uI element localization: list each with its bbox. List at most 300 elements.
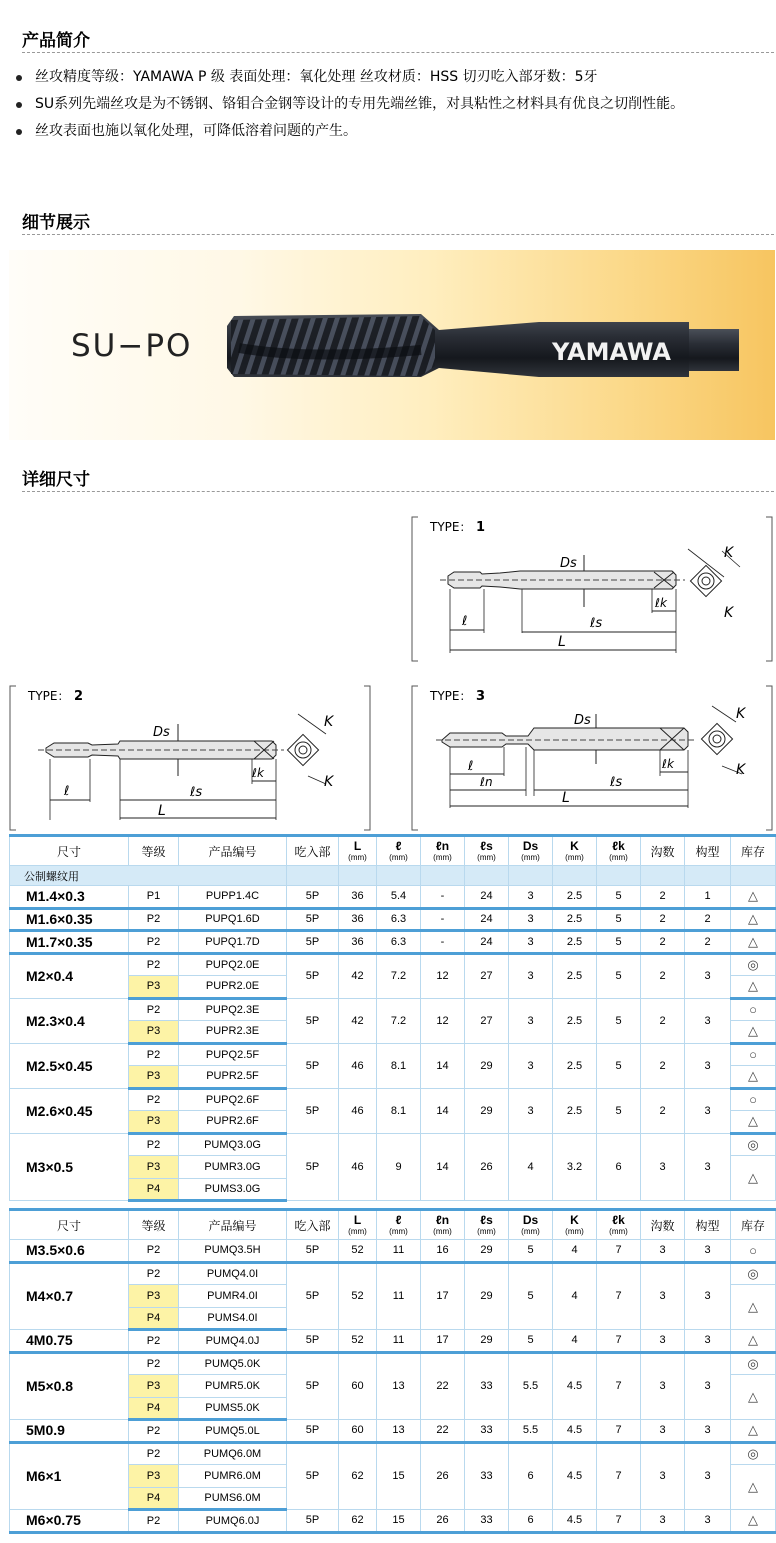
size-cell: M5×0.8 (10, 1352, 129, 1420)
product-code-cell: PUPQ2.5F (179, 1043, 287, 1066)
L-cell: 52 (339, 1262, 377, 1330)
product-code-cell: PUMQ6.0J (179, 1510, 287, 1533)
category-label: 公制螺纹用 (10, 866, 287, 886)
lk-cell: 7 (597, 1510, 641, 1533)
col-header-L (339, 836, 377, 866)
type-cell: 3 (685, 1442, 731, 1510)
stock-cell: △ (731, 1510, 776, 1533)
col-header-ls (465, 1210, 509, 1240)
stock-cell: △ (731, 908, 776, 931)
lk-cell: 7 (597, 1240, 641, 1263)
lk-cell: 7 (597, 1420, 641, 1443)
ls-cell: 29 (465, 1330, 509, 1353)
product-code-cell: PUMR4.0I (179, 1285, 287, 1308)
L-cell: 52 (339, 1240, 377, 1263)
type-cell: 3 (685, 1330, 731, 1353)
L-cell: 42 (339, 953, 377, 998)
type1-ls-label: ℓs (590, 616, 603, 631)
size-cell: M2.6×0.45 (10, 1088, 129, 1133)
product-code-cell: PUMQ5.0K (179, 1352, 287, 1375)
Ds-cell: 5.5 (509, 1420, 553, 1443)
flutes-cell: 2 (641, 908, 685, 931)
product-banner (9, 250, 775, 440)
K-cell: 4.5 (553, 1352, 597, 1420)
type2-ls-label: ℓs (190, 785, 203, 800)
ls-cell: 33 (465, 1352, 509, 1420)
type1-diagram (410, 515, 776, 663)
product-code-cell: PUMS4.0I (179, 1307, 287, 1330)
product-code-cell: PUMQ6.0M (179, 1442, 287, 1465)
ln-cell: 26 (421, 1510, 465, 1533)
grade-cell: P2 (129, 1043, 179, 1066)
intro-bullet-text: SU系列先端丝攻是为不锈钢、铬钼合金钢等设计的专用先端丝锥，对具粘性之材料具有优良之切削性能。 (35, 96, 685, 112)
K-cell: 4 (553, 1330, 597, 1353)
col-header-unit: (mm) (521, 853, 540, 862)
l-cell: 8.1 (377, 1088, 421, 1133)
lead-cell: 5P (287, 953, 339, 998)
stock-cell: ○ (731, 1043, 776, 1066)
product-code-cell: PUMR6.0M (179, 1465, 287, 1488)
ln-cell: - (421, 931, 465, 954)
type3-k-label-top: K (736, 706, 746, 722)
flutes-cell: 3 (641, 1330, 685, 1353)
grade-cell: P3 (129, 1465, 179, 1488)
lk-cell: 6 (597, 1133, 641, 1201)
type3-ln-label: ℓn (480, 775, 493, 789)
col-header-type: 构型 (685, 836, 731, 866)
K-cell: 4 (553, 1240, 597, 1263)
grade-cell: P4 (129, 1307, 179, 1330)
type-cell: 3 (685, 1043, 731, 1088)
category-row-cell (731, 866, 776, 886)
lk-cell: 7 (597, 1262, 641, 1330)
product-code-cell: PUMQ4.0I (179, 1262, 287, 1285)
ln-cell: 17 (421, 1330, 465, 1353)
type2-label-number: 2 (74, 689, 84, 704)
K-cell: 4.5 (553, 1420, 597, 1443)
size-cell: M1.7×0.35 (10, 931, 129, 954)
K-cell: 2.5 (553, 1088, 597, 1133)
L-cell: 42 (339, 998, 377, 1043)
K-cell: 2.5 (553, 953, 597, 998)
type-cell: 1 (685, 886, 731, 909)
type-cell: 2 (685, 931, 731, 954)
table-row (10, 1262, 776, 1285)
product-code-cell: PUPR2.6F (179, 1111, 287, 1134)
grade-cell: P4 (129, 1487, 179, 1510)
product-code-cell: PUMQ4.0J (179, 1330, 287, 1353)
L-cell: 62 (339, 1510, 377, 1533)
grade-cell: P4 (129, 1178, 179, 1201)
grade-cell: P3 (129, 1285, 179, 1308)
stock-cell: △ (731, 1111, 776, 1134)
col-header-L (339, 1210, 377, 1240)
grade-cell: P2 (129, 1420, 179, 1443)
lead-cell: 5P (287, 908, 339, 931)
col-header-size: 尺寸 (10, 1210, 129, 1240)
type2-label-prefix: TYPE： (28, 689, 70, 703)
flutes-cell: 2 (641, 1088, 685, 1133)
type3-label-prefix: TYPE： (430, 689, 472, 703)
ls-cell: 24 (465, 908, 509, 931)
col-header-symbol: L (353, 1213, 362, 1227)
col-header-symbol: K (570, 839, 579, 853)
col-header-unit: (mm) (348, 853, 367, 862)
table-row (10, 931, 776, 954)
grade-cell: P2 (129, 1352, 179, 1375)
ls-cell: 29 (465, 1240, 509, 1263)
intro-bullet-text: 丝攻精度等级：YAMAWA P 级 表面处理：氧化处理 丝攻材质：HSS 切刃吃入部牙数：5牙 (35, 69, 598, 85)
l-cell: 5.4 (377, 886, 421, 909)
category-row-cell (597, 866, 641, 886)
size-cell: M6×1 (10, 1442, 129, 1510)
stock-cell: △ (731, 1156, 776, 1201)
grade-cell: P3 (129, 1375, 179, 1398)
L-cell: 52 (339, 1330, 377, 1353)
type2-k-label-bottom: K (324, 774, 334, 790)
col-header-unit: (mm) (609, 1227, 628, 1236)
type3-label-number: 3 (476, 689, 486, 704)
intro-bullet-item (10, 91, 684, 118)
col-header-unit: (mm) (389, 853, 408, 862)
l-cell: 7.2 (377, 953, 421, 998)
category-row-cell (421, 866, 465, 886)
table-row (10, 1043, 776, 1066)
product-code-cell: PUMQ5.0L (179, 1420, 287, 1443)
flutes-cell: 3 (641, 1510, 685, 1533)
type2-k-label-top: K (324, 714, 334, 730)
ln-cell: 14 (421, 1088, 465, 1133)
L-cell: 46 (339, 1043, 377, 1088)
ln-cell: - (421, 908, 465, 931)
col-header-symbol: ℓs (480, 839, 493, 853)
intro-bullet-item (10, 118, 684, 145)
Ds-cell: 6 (509, 1510, 553, 1533)
lead-cell: 5P (287, 1510, 339, 1533)
col-header-l (377, 1210, 421, 1240)
type1-ds-label: Ds (560, 556, 577, 571)
spec-table-part2 (9, 1208, 776, 1534)
col-header-symbol: L (353, 839, 362, 853)
K-cell: 2.5 (553, 1043, 597, 1088)
col-header-symbol: ℓ (395, 1213, 402, 1227)
bullet-dot-icon (16, 75, 22, 81)
l-cell: 7.2 (377, 998, 421, 1043)
ls-cell: 29 (465, 1088, 509, 1133)
stock-cell: △ (731, 1465, 776, 1510)
type3-ls-label: ℓs (610, 775, 623, 790)
ls-cell: 33 (465, 1510, 509, 1533)
type-cell: 3 (685, 1240, 731, 1263)
col-header-lead: 吃入部 (287, 1210, 339, 1240)
ls-cell: 33 (465, 1442, 509, 1510)
Ds-cell: 6 (509, 1442, 553, 1510)
flutes-cell: 2 (641, 998, 685, 1043)
Ds-cell: 3 (509, 1043, 553, 1088)
L-cell: 36 (339, 908, 377, 931)
col-header-symbol: ℓk (612, 1213, 625, 1227)
spec-table-part1 (9, 834, 776, 1202)
col-header-lead: 吃入部 (287, 836, 339, 866)
lead-cell: 5P (287, 1352, 339, 1420)
K-cell: 2.5 (553, 931, 597, 954)
ls-cell: 24 (465, 931, 509, 954)
l-cell: 13 (377, 1420, 421, 1443)
stock-cell: △ (731, 931, 776, 954)
L-cell: 60 (339, 1420, 377, 1443)
table-row (10, 1330, 776, 1353)
type-cell: 3 (685, 1262, 731, 1330)
ln-cell: 12 (421, 998, 465, 1043)
L-cell: 60 (339, 1352, 377, 1420)
category-row-cell (509, 866, 553, 886)
col-header-K (553, 836, 597, 866)
grade-cell: P2 (129, 908, 179, 931)
col-header-symbol: ℓk (612, 839, 625, 853)
product-code-cell: PUMR3.0G (179, 1156, 287, 1179)
stock-cell: △ (731, 1420, 776, 1443)
type1-k-label-top: K (724, 545, 734, 561)
product-code-cell: PUPQ1.6D (179, 908, 287, 931)
grade-cell: P1 (129, 886, 179, 909)
product-model-label: SU−PO (71, 328, 193, 364)
intro-bullet-item (10, 64, 684, 91)
grade-cell: P4 (129, 1397, 179, 1420)
lk-cell: 7 (597, 1352, 641, 1420)
grade-cell: P2 (129, 953, 179, 976)
ln-cell: 12 (421, 953, 465, 998)
l-cell: 6.3 (377, 931, 421, 954)
grade-cell: P3 (129, 1156, 179, 1179)
lead-cell: 5P (287, 1420, 339, 1443)
col-header-ls (465, 836, 509, 866)
l-cell: 15 (377, 1442, 421, 1510)
col-header-grade: 等级 (129, 836, 179, 866)
L-cell: 46 (339, 1088, 377, 1133)
product-code-cell: PUMS6.0M (179, 1487, 287, 1510)
flutes-cell: 3 (641, 1240, 685, 1263)
category-row-cell (465, 866, 509, 886)
col-header-unit: (mm) (477, 1227, 496, 1236)
lk-cell: 5 (597, 931, 641, 954)
table-row (10, 886, 776, 909)
category-row-cell (339, 866, 377, 886)
l-cell: 15 (377, 1510, 421, 1533)
lk-cell: 7 (597, 1330, 641, 1353)
ls-cell: 29 (465, 1262, 509, 1330)
grade-cell: P2 (129, 1442, 179, 1465)
Ds-cell: 5 (509, 1262, 553, 1330)
col-header-unit: (mm) (389, 1227, 408, 1236)
ln-cell: 14 (421, 1133, 465, 1201)
col-header-unit: (mm) (609, 853, 628, 862)
size-cell: 5M0.9 (10, 1420, 129, 1443)
table-row (10, 953, 776, 976)
size-section-title: 详细尺寸 (22, 470, 90, 490)
l-cell: 6.3 (377, 908, 421, 931)
type1-l-label: ℓ (462, 614, 468, 629)
type1-label-number: 1 (476, 520, 486, 535)
Ds-cell: 3 (509, 953, 553, 998)
stock-cell: △ (731, 1330, 776, 1353)
col-header-unit: (mm) (565, 853, 584, 862)
product-code-cell: PUPR2.5F (179, 1066, 287, 1089)
col-header-unit: (mm) (433, 853, 452, 862)
grade-cell: P3 (129, 1021, 179, 1044)
K-cell: 3.2 (553, 1133, 597, 1201)
grade-cell: P2 (129, 1330, 179, 1353)
K-cell: 2.5 (553, 908, 597, 931)
stock-cell: ○ (731, 1240, 776, 1263)
Ds-cell: 3 (509, 931, 553, 954)
L-cell: 62 (339, 1442, 377, 1510)
col-header-flutes: 沟数 (641, 836, 685, 866)
size-cell: 4M0.75 (10, 1330, 129, 1353)
col-header-code: 产品编号 (179, 836, 287, 866)
grade-cell: P2 (129, 1262, 179, 1285)
category-row-cell (377, 866, 421, 886)
col-header-code: 产品编号 (179, 1210, 287, 1240)
type-cell: 3 (685, 998, 731, 1043)
lk-cell: 5 (597, 998, 641, 1043)
col-header-symbol: ℓs (480, 1213, 493, 1227)
Ds-cell: 3 (509, 998, 553, 1043)
table-row (10, 1240, 776, 1263)
grade-cell: P2 (129, 998, 179, 1021)
lead-cell: 5P (287, 931, 339, 954)
col-header-grade: 等级 (129, 1210, 179, 1240)
col-header-stock: 库存 (731, 1210, 776, 1240)
col-header-K (553, 1210, 597, 1240)
ls-cell: 27 (465, 953, 509, 998)
flutes-cell: 2 (641, 886, 685, 909)
ln-cell: - (421, 886, 465, 909)
col-header-ln (421, 836, 465, 866)
ln-cell: 16 (421, 1240, 465, 1263)
type2-L-label: L (158, 803, 166, 819)
lead-cell: 5P (287, 1088, 339, 1133)
type2-l-label: ℓ (64, 784, 70, 799)
detail-divider (22, 234, 774, 235)
K-cell: 4.5 (553, 1510, 597, 1533)
grade-cell: P3 (129, 976, 179, 999)
table-row (10, 908, 776, 931)
intro-section-title: 产品简介 (22, 31, 90, 51)
col-header-symbol: K (570, 1213, 579, 1227)
type1-label-prefix: TYPE： (430, 520, 472, 534)
size-cell: M6×0.75 (10, 1510, 129, 1533)
col-header-unit: (mm) (348, 1227, 367, 1236)
ls-cell: 27 (465, 998, 509, 1043)
col-header-lk (597, 836, 641, 866)
lead-cell: 5P (287, 1133, 339, 1201)
col-header-ln (421, 1210, 465, 1240)
Ds-cell: 3 (509, 1088, 553, 1133)
col-header-symbol: ℓ (395, 839, 402, 853)
product-code-cell: PUPQ2.0E (179, 953, 287, 976)
size-cell: M2×0.4 (10, 953, 129, 998)
product-code-cell: PUMQ3.0G (179, 1133, 287, 1156)
ln-cell: 14 (421, 1043, 465, 1088)
product-code-cell: PUMS5.0K (179, 1397, 287, 1420)
table-row (10, 998, 776, 1021)
table-header-row (10, 1210, 776, 1240)
type3-l-label: ℓ (468, 759, 474, 774)
product-code-cell: PUMS3.0G (179, 1178, 287, 1201)
flutes-cell: 2 (641, 931, 685, 954)
col-header-symbol: Ds (522, 839, 539, 853)
stock-cell: ◎ (731, 953, 776, 976)
size-cell: M2.5×0.45 (10, 1043, 129, 1088)
bullet-dot-icon (16, 102, 22, 108)
flutes-cell: 3 (641, 1442, 685, 1510)
category-row (10, 866, 776, 886)
flutes-cell: 3 (641, 1352, 685, 1420)
category-row-cell (287, 866, 339, 886)
table-row (10, 1510, 776, 1533)
intro-divider (22, 52, 774, 53)
L-cell: 36 (339, 886, 377, 909)
stock-cell: △ (731, 886, 776, 909)
type2-lk-label: ℓk (252, 766, 264, 780)
K-cell: 2.5 (553, 998, 597, 1043)
type1-k-label-bottom: K (724, 605, 734, 621)
stock-cell: ◎ (731, 1442, 776, 1465)
col-header-l (377, 836, 421, 866)
col-header-unit: (mm) (565, 1227, 584, 1236)
type1-lk-label: ℓk (655, 596, 667, 610)
flutes-cell: 3 (641, 1262, 685, 1330)
Ds-cell: 3 (509, 886, 553, 909)
col-header-Ds (509, 836, 553, 866)
l-cell: 11 (377, 1262, 421, 1330)
table-header-row (10, 836, 776, 866)
col-header-unit: (mm) (477, 853, 496, 862)
Ds-cell: 3 (509, 908, 553, 931)
grade-cell: P2 (129, 1240, 179, 1263)
type2-diagram (8, 684, 374, 832)
table-row (10, 1352, 776, 1375)
stock-cell: ○ (731, 998, 776, 1021)
l-cell: 11 (377, 1330, 421, 1353)
table-row (10, 1088, 776, 1111)
type3-L-label: L (562, 790, 570, 806)
Ds-cell: 5 (509, 1240, 553, 1263)
flutes-cell: 2 (641, 953, 685, 998)
intro-bullet-text: 丝攻表面也施以氧化处理，可降低溶着问题的产生。 (35, 123, 357, 139)
L-cell: 46 (339, 1133, 377, 1201)
lk-cell: 7 (597, 1442, 641, 1510)
ln-cell: 22 (421, 1352, 465, 1420)
ln-cell: 17 (421, 1262, 465, 1330)
category-row-cell (685, 866, 731, 886)
col-header-size: 尺寸 (10, 836, 129, 866)
grade-cell: P2 (129, 931, 179, 954)
col-header-symbol: Ds (522, 1213, 539, 1227)
col-header-flutes: 沟数 (641, 1210, 685, 1240)
ln-cell: 26 (421, 1442, 465, 1510)
l-cell: 8.1 (377, 1043, 421, 1088)
flutes-cell: 3 (641, 1133, 685, 1201)
product-code-cell: PUPQ2.6F (179, 1088, 287, 1111)
grade-cell: P3 (129, 1111, 179, 1134)
type-cell: 3 (685, 1133, 731, 1201)
lead-cell: 5P (287, 1442, 339, 1510)
size-divider (22, 491, 774, 492)
product-code-cell: PUMQ3.5H (179, 1240, 287, 1263)
size-cell: M4×0.7 (10, 1262, 129, 1330)
K-cell: 2.5 (553, 886, 597, 909)
